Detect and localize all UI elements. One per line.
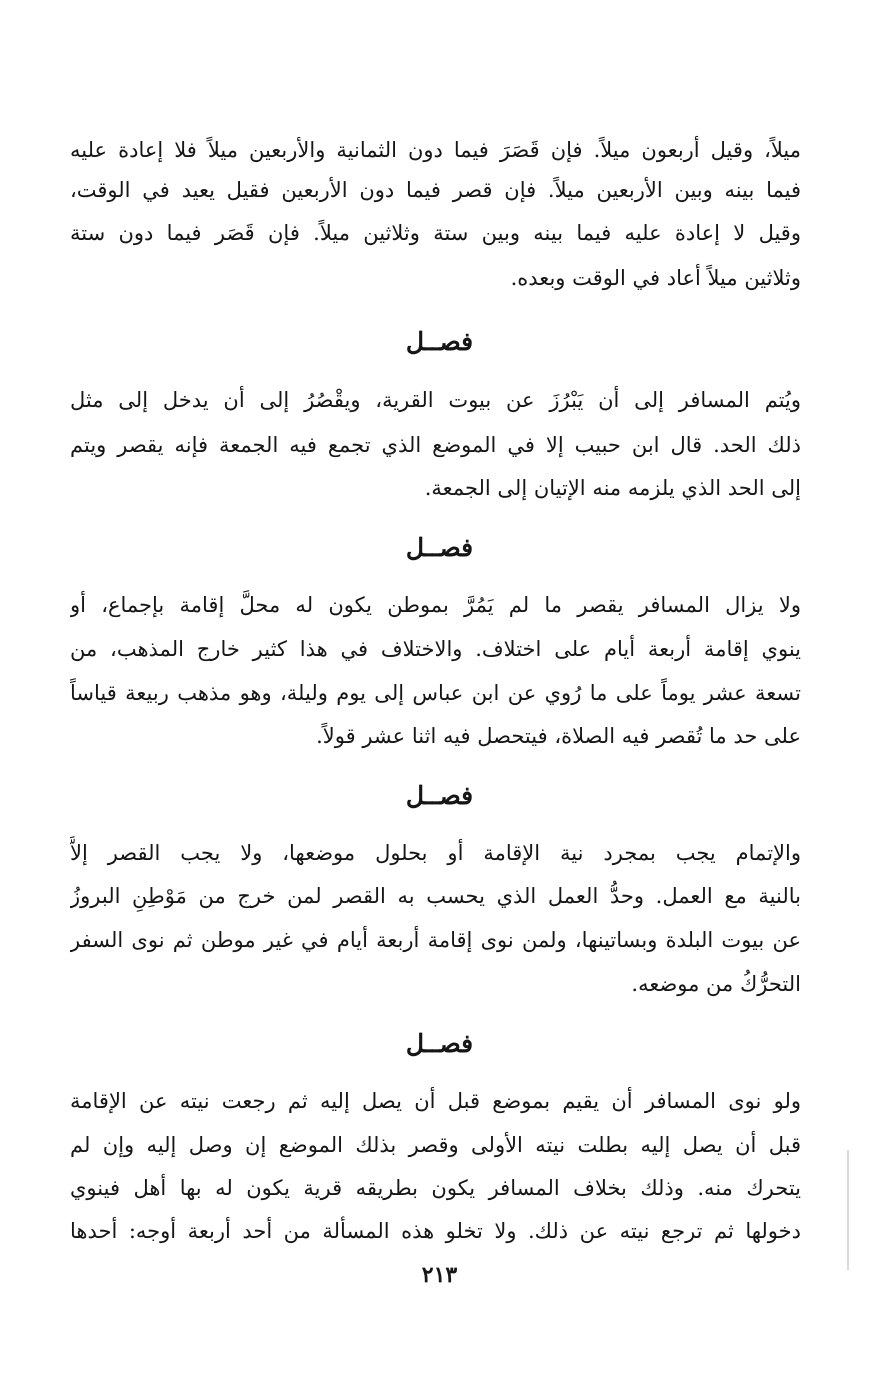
- paragraph-1-line-1: ميلاً، وقيل أربعون ميلاً. فإن قَصَرَ فيما دون الثمانية والأربعين ميلاً فلا إعادة عليه: [70, 138, 801, 162]
- section-2-line-1: ولا يزال المسافر يقصر ما لم يَمُرَّ بموطن يكون له محلَّ إقامة بإجماع، أو: [70, 593, 801, 617]
- paragraph-1-line-2: فيما بينه وبين الأربعين ميلاً. فإن قصر فيما دون الأربعين فقيل يعيد في الوقت،: [70, 178, 801, 202]
- section-3-line-3: عن بيوت البلدة وبساتينها، ولمن نوى إقامة أربعة أيام في غير موطن ثم نوى السفر: [70, 928, 801, 952]
- section-4-line-2: قبل أن يصل إليه بطلت نيته الأولى وقصر بذلك الموضع إن وصل إليه وإن لم: [70, 1133, 801, 1157]
- paragraph-1-line-3: وقيل لا إعادة عليه فيما بينه وبين ستة وثلاثين ميلاً. فإن قَصَر فيما دون ستة: [70, 221, 801, 245]
- section-3-line-4: التحرُّكُ من موضعه.: [631, 972, 801, 996]
- section-1-line-1: ويُتم المسافر إلى أن يَبْرُزَ عن بيوت القرية، ويقْصُرُ إلى أن يدخل إلى مثل: [70, 388, 801, 412]
- section-2-line-2: ينوي إقامة أربعة أيام على اختلاف. والاختلاف في هذا كثير خارج المذهب، من: [70, 637, 801, 661]
- section-2-line-4: على حد ما تُقصر فيه الصلاة، فيتحصل فيه اثنا عشر قولاً.: [316, 724, 801, 748]
- page-number: ٢١٣: [421, 1262, 458, 1288]
- section-3-line-1: والإتمام يجب بمجرد نية الإقامة أو بحلول موضعها، ولا يجب القصر إلاَّ: [70, 841, 801, 865]
- section-2-line-3: تسعة عشر يوماً على ما رُوي عن ابن عباس إلى يوم وليلة، وهو مذهب ربيعة قياساً: [70, 681, 801, 705]
- scan-edge-mark: [847, 1150, 849, 1270]
- section-3-line-2: بالنية مع العمل. وحدُّ العمل الذي يحسب به القصر لمن خرج من مَوْطِنِ البروزُ: [70, 884, 801, 908]
- section-4-heading: فصــل: [405, 1029, 474, 1058]
- section-1-line-2: ذلك الحد. قال ابن حبيب إلا في الموضع الذي تجمع فيه الجمعة فإنه يقصر ويتم: [70, 433, 801, 457]
- section-4-line-3: يتحرك منه. وذلك بخلاف المسافر يكون بطريقه قرية يكون له بها أهل فينوي: [70, 1176, 801, 1200]
- section-1-line-3: إلى الحد الذي يلزمه منه الإتيان إلى الجمعة.: [424, 476, 801, 500]
- section-4-line-1: ولو نوى المسافر أن يقيم بموضع قبل أن يصل إليه ثم رجعت نيته عن الإقامة: [70, 1089, 801, 1113]
- paragraph-1-line-4: وثلاثين ميلاً أعاد في الوقت وبعده.: [510, 266, 801, 290]
- section-2-heading: فصــل: [405, 533, 474, 562]
- section-4-line-4: دخولها ثم ترجع نيته عن ذلك. ولا تخلو هذه المسألة من أحد أربعة أوجه: أحدها: [70, 1219, 801, 1243]
- section-1-heading: فصــل: [405, 327, 474, 356]
- section-3-heading: فصــل: [405, 781, 474, 810]
